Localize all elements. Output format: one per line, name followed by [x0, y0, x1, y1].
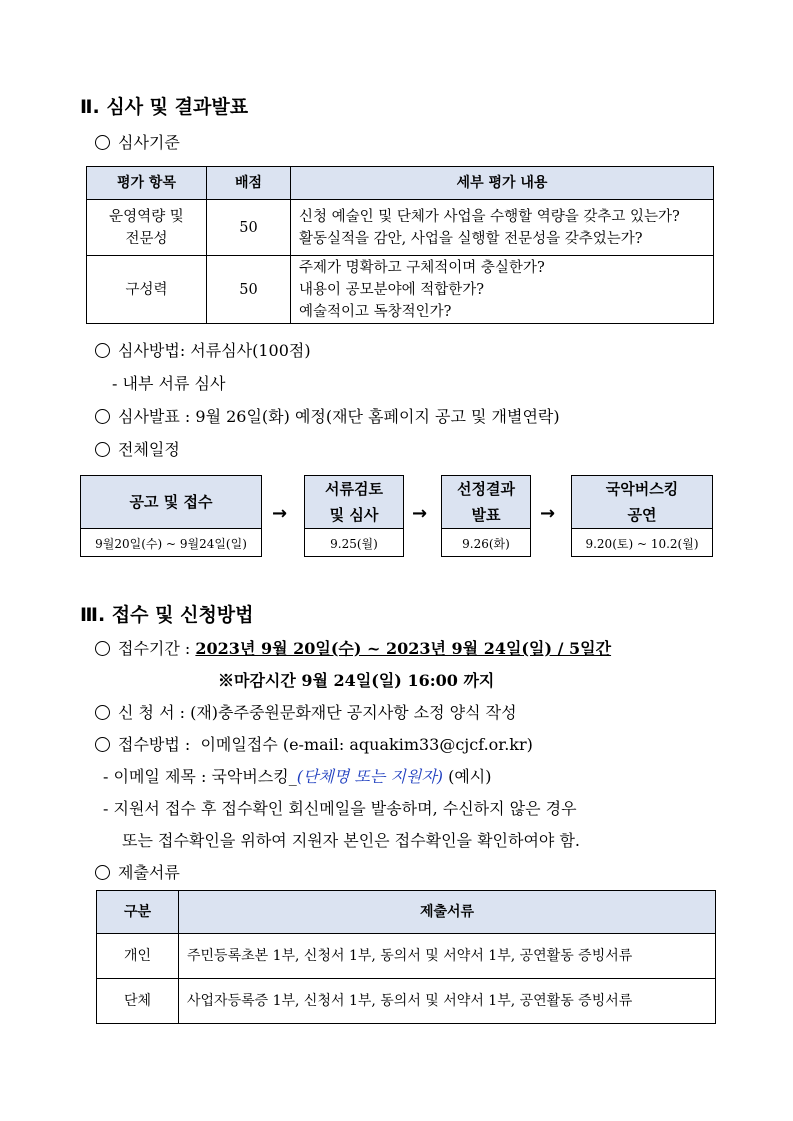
table-cell-item [87, 200, 207, 256]
circle-bullet-icon [95, 705, 110, 720]
flow-step-title: 서류검토 및 심사 [305, 476, 403, 529]
arrow-right-icon: → [540, 503, 556, 524]
flow-step-1 [80, 475, 262, 557]
circle-bullet-icon [95, 737, 110, 752]
circle-bullet-icon [95, 409, 110, 424]
flow-step-4 [571, 475, 713, 557]
method-text: 심사방법: 서류심사(100점) [118, 341, 311, 360]
docs-table [96, 890, 716, 1024]
notice-text-2: 또는 접수확인을 위하여 지원자 본인은 접수확인을 확인하여야 함. [122, 831, 581, 850]
table-cell-docs: 사업자등록증 1부, 신청서 1부, 동의서 및 서약서 1부, 공연활동 증빙서류 [179, 979, 716, 1024]
detail-text: 예술적이고 독창적인가? [299, 303, 452, 320]
circle-bullet-icon [95, 442, 110, 457]
subject-suffix: (예시) [443, 767, 492, 786]
arrow-right-icon: → [412, 503, 428, 524]
flow-step-date: 9월20일(수) ~ 9월24일(일) [95, 537, 247, 551]
announce-text: 심사발표 : 9월 26일(화) 예정(재단 홈페이지 공고 및 개별연락) [118, 407, 560, 426]
subject-italic: (단체명 또는 지원자) [296, 767, 444, 786]
flow-step-title: 선정결과 발표 [442, 476, 530, 529]
table-cell-details [291, 256, 714, 324]
circle-bullet-icon [95, 641, 110, 656]
table-cell-score: 50 [207, 256, 291, 324]
detail-text: 활동실적을 감안, 사업을 실행할 전문성을 갖추었는가? [299, 230, 643, 247]
subject-prefix: - 이메일 제목 : 국악버스킹_ [103, 767, 297, 786]
item-text: 운영역량 및 [109, 208, 184, 225]
notice-text-1: - 지원서 접수 후 접수확인 회신메일을 발송하며, 수신하지 않은 경우 [103, 799, 577, 818]
flow-step-date: 9.25(월) [330, 537, 378, 551]
flow-step-3 [441, 475, 531, 557]
period-line [95, 636, 611, 659]
docs-line [95, 860, 180, 883]
criteria-table [86, 166, 714, 324]
table-row [97, 979, 716, 1024]
announce-line [95, 404, 560, 427]
table-row [87, 256, 714, 324]
method-sub-text: - 내부 서류 심사 [112, 374, 226, 393]
flow-step-title: 국악버스킹 공연 [572, 476, 712, 529]
table-header-row [87, 167, 714, 200]
flow-step-date: 9.20(토) ~ 10.2(월) [585, 537, 699, 551]
period-label: 접수기간 : [118, 639, 191, 658]
section3-title: Ⅲ. 접수 및 신청방법 [80, 604, 254, 626]
table-cell-details [291, 200, 714, 256]
criteria-line [95, 130, 180, 153]
table-header: 세부 평가 내용 [291, 167, 714, 200]
method-line [95, 732, 533, 755]
flow-step-date: 9.26(화) [462, 537, 510, 551]
docs-label: 제출서류 [118, 863, 180, 882]
form-line [95, 700, 517, 723]
form-text: 신 청 서 : (재)충주중원문화재단 공지사항 소정 양식 작성 [118, 703, 517, 722]
table-row [97, 934, 716, 979]
table-cell-type: 개인 [97, 934, 179, 979]
flow-step-title: 공고 및 접수 [81, 476, 261, 529]
item-text: 전문성 [125, 230, 168, 247]
receipt-method-text: 접수방법 : 이메일접수 (e-mail: aquakim33@cjcf.or.kr) [118, 735, 533, 754]
section2-title: Ⅱ. 심사 및 결과발표 [80, 96, 249, 118]
table-row [87, 200, 714, 256]
table-cell-docs: 주민등록초본 1부, 신청서 1부, 동의서 및 서약서 1부, 공연활동 증빙서류 [179, 934, 716, 979]
detail-text: 신청 예술인 및 단체가 사업을 수행할 역량을 갖추고 있는가? [299, 208, 680, 225]
method-line [95, 338, 311, 361]
table-header: 평가 항목 [87, 167, 207, 200]
circle-bullet-icon [95, 865, 110, 880]
table-header: 제출서류 [179, 891, 716, 934]
table-cell-score: 50 [207, 200, 291, 256]
circle-bullet-icon [95, 343, 110, 358]
deadline-text: ※마감시간 9월 24일(일) 16:00 까지 [218, 671, 495, 690]
detail-text: 주제가 명확하고 구체적이며 충실한가? [299, 259, 545, 276]
flow-step-2 [304, 475, 404, 557]
table-cell-item: 구성력 [87, 256, 207, 324]
subject-line [103, 764, 492, 787]
criteria-label: 심사기준 [118, 133, 180, 152]
table-header-row [97, 891, 716, 934]
table-header: 배점 [207, 167, 291, 200]
circle-bullet-icon [95, 135, 110, 150]
arrow-right-icon: → [272, 503, 288, 524]
table-cell-type: 단체 [97, 979, 179, 1024]
schedule-label: 전체일정 [118, 440, 180, 459]
table-header: 구분 [97, 891, 179, 934]
detail-text: 내용이 공모분야에 적합한가? [299, 281, 485, 298]
period-value: 2023년 9월 20일(수) ~ 2023년 9월 24일(일) / 5일간 [195, 639, 612, 658]
schedule-line [95, 437, 180, 460]
